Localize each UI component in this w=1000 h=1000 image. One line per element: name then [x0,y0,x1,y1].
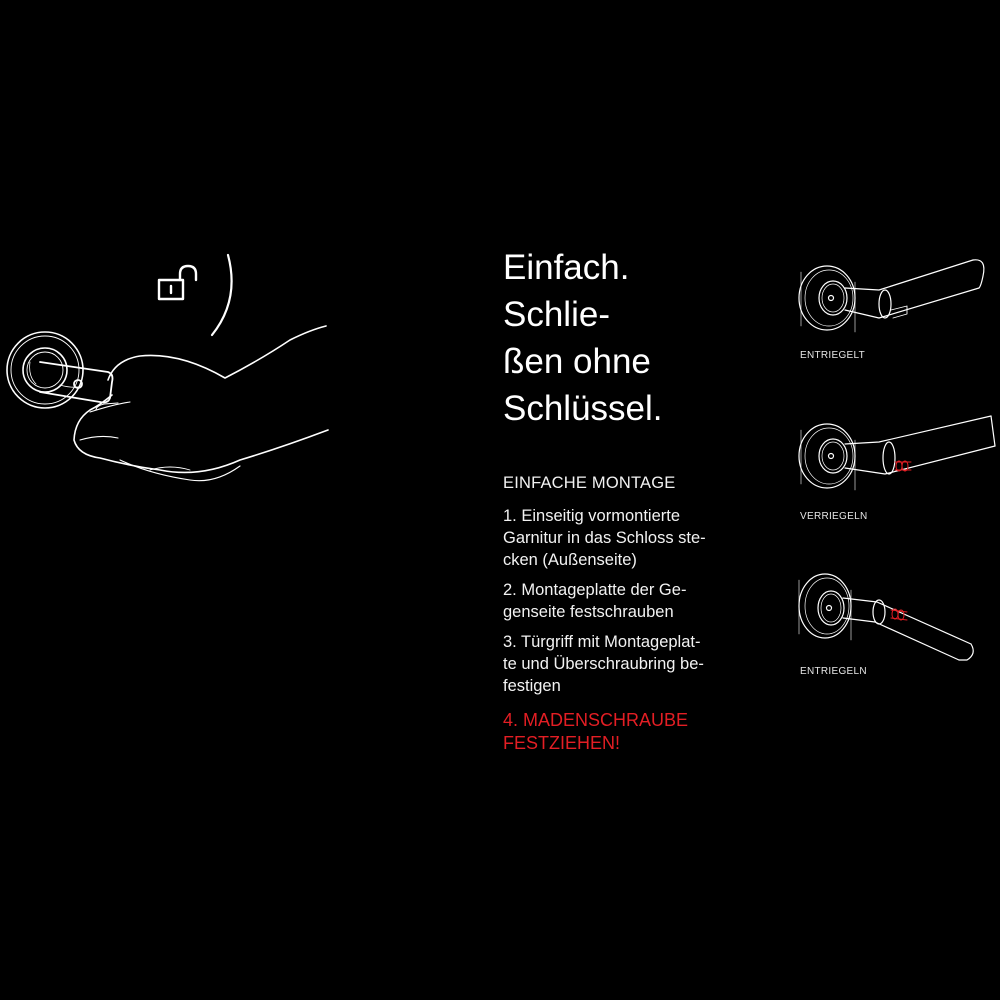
step-line: te und Überschraubring be- [503,655,704,673]
assembly-step-1 [503,505,753,571]
assembly-step-3 [503,631,753,697]
step-line: 1. Einseitig vormontierte [503,507,680,525]
step-line: Garnitur in das Schloss ste- [503,529,706,547]
state-unlocked [795,252,1000,367]
step-line: 3. Türgriff mit Montageplat- [503,633,701,651]
handle-locking-illustration [795,410,1000,505]
state-unlocking [795,568,1000,683]
handle-unlocking-illustration [795,568,1000,663]
warning-line: FESTZIEHEN! [503,733,621,753]
warning-line: 4. MADENSCHRAUBE [503,710,689,730]
step-line: cken (Außenseite) [503,551,637,569]
grub-screw-highlight [895,461,911,471]
headline [503,244,763,432]
assembly-warning [503,709,753,755]
step-line: genseite festschrauben [503,603,674,621]
state-locking [795,410,1000,525]
step-line: festigen [503,677,561,695]
open-padlock-icon [159,266,196,299]
hand-on-door-handle-illustration [0,230,340,510]
assembly-instructions [503,472,753,755]
headline-line: Schlie- [503,295,610,334]
assembly-title: EINFACHE MONTAGE [503,474,676,492]
assembly-step-2 [503,579,753,623]
handle-unlocked-illustration [795,252,1000,347]
headline-line: ßen ohne [503,342,651,381]
state-label: ENTRIEGELT [800,350,866,361]
step-line: 2. Montageplatte der Ge- [503,581,687,599]
state-label: VERRIEGELN [800,511,868,522]
headline-line: Schlüssel. [503,389,663,428]
state-label: ENTRIEGELN [800,666,867,677]
headline-line: Einfach. [503,248,630,287]
